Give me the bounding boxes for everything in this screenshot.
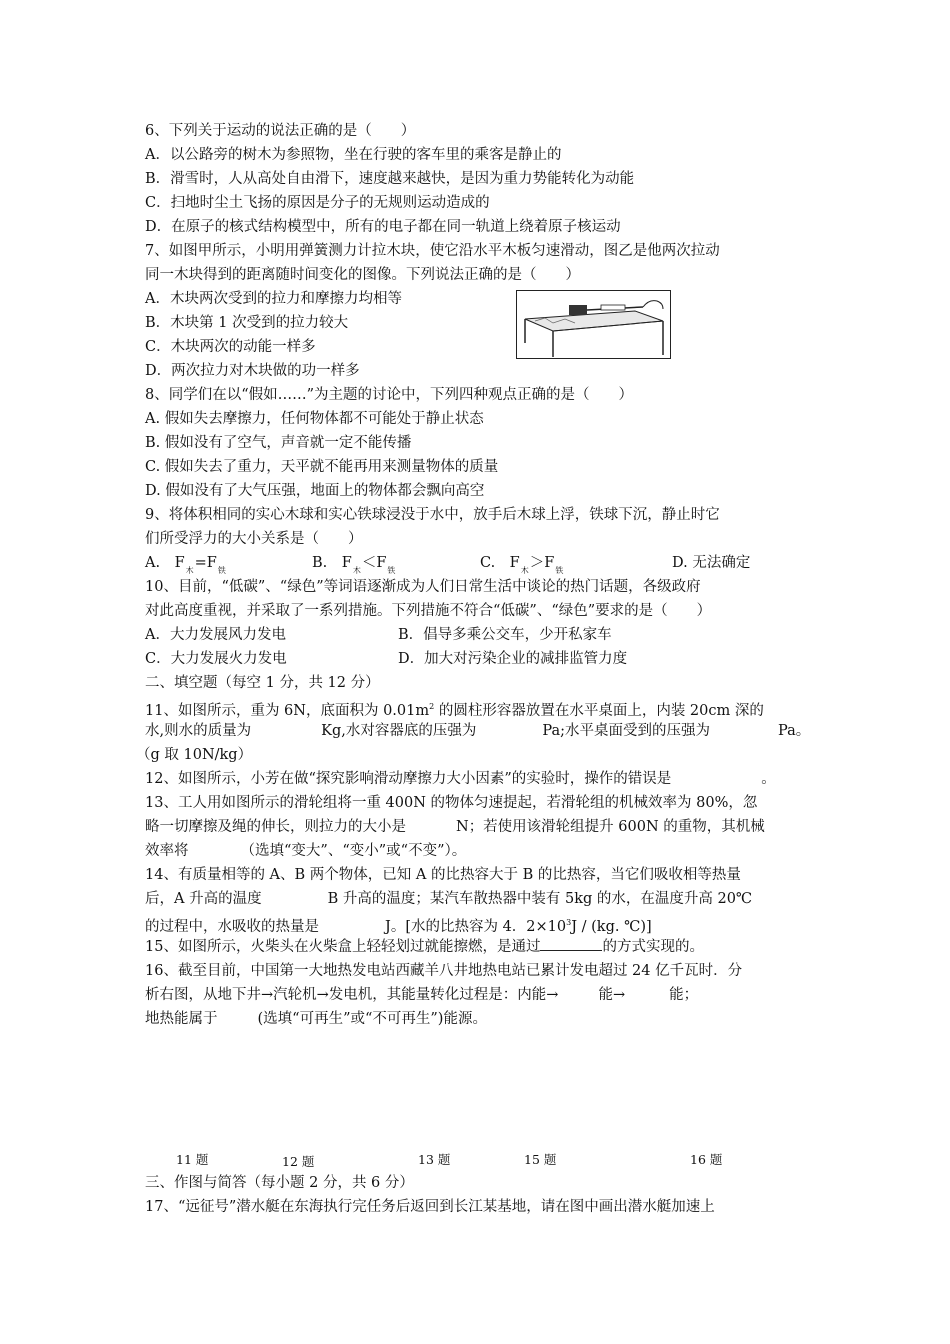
q10-stem-line2: 对此高度重视，并采取了一系列措施。下列措施不符合“低碳”、“绿色”要求的是（ ） [145,603,712,619]
caption-12: 12 题 [282,1154,315,1169]
q8-stem: 8、同学们在以“假如……”为主题的讨论中，下列四种观点正确的是（ ） [145,387,634,403]
q14-line2: 后，A 升高的温度 B 升高的温度；某汽车散热器中装有 5kg 的水，在温度升高 20℃ [145,891,753,907]
q7-option-c: C．木块两次的动能一样多 [145,339,316,355]
table-block-drawing [517,291,670,358]
q6-option-d: D．在原子的核式结构模型中，所有的电子都在同一轨道上绕着原子核运动 [145,219,621,235]
q6-stem: 6、下列关于运动的说法正确的是（ ） [145,123,416,139]
q9-option-b: B. $F_木<F_铁$ [312,555,396,575]
q7-figure-table-block [516,290,671,359]
q7-option-b: B．木块第 1 次受到的拉力较大 [145,315,349,331]
q10-option-c: C．大力发展火力发电 [145,651,287,667]
q7-option-d: D．两次拉力对木块做的功一样多 [145,363,360,379]
q11-line2: 水,则水的质量为 Kg,水对容器底的压强为 Pa;水平桌面受到的压强为 Pa。 [145,723,811,739]
q16-line3: 地热能属于 (选填“可再生”或“不可再生”)能源。 [145,1011,487,1027]
q9-stem-line2: 们所受浮力的大小关系是（ ） [145,531,363,547]
q8-option-c: C. 假如失去了重力，天平就不能再用来测量物体的质量 [145,459,499,475]
q8-option-d: D. 假如没有了大气压强，地面上的物体都会飘向高空 [145,483,485,499]
q8-option-a: A. 假如失去摩擦力，任何物体都不可能处于静止状态 [145,411,484,427]
section3-heading: 三、作图与简答（每小题 2 分，共 6 分） [145,1175,414,1191]
q10-option-d: D．加大对污染企业的减排监管力度 [398,651,628,667]
q13-line1: 13、工人用如图所示的滑轮组将一重 400N 的物体匀速提起，若滑轮组的机械效率为 80%，忽 [145,795,758,811]
q13-line2: 略一切摩擦及绳的伸长，则拉力的大小是 N；若使用该滑轮组提升 600N 的重物，其机械 [145,819,765,835]
q10-option-b: B．倡导多乘公交车，少开私家车 [398,627,612,643]
caption-15: 15 题 [524,1152,557,1167]
q9-option-a: A. $F_木=F_铁$ [145,555,226,575]
caption-13: 13 题 [418,1152,451,1167]
q16-line1: 16、截至目前，中国第一大地热发电站西藏羊八井地热电站已累计发电超过 24 亿千瓦时．分 [145,963,743,979]
q10-option-a: A．大力发展风力发电 [145,627,286,643]
q11-line3: （g 取 10N/kg） [136,747,253,763]
q15-line: 15、如图所示，火柴头在火柴盒上轻轻划过就能擦燃，是通过 的方式实现的。 [145,939,704,955]
q6-option-a: A．以公路旁的树木为参照物，坐在行驶的客车里的乘客是静止的 [145,147,562,163]
q9-stem-line1: 9、将体积相同的实心木球和实心铁球浸没于水中，放手后木球上浮，铁球下沉，静止时它 [145,507,720,523]
q13-line3: 效率将 （选填“变大”、“变小”或“不变”）。 [145,843,467,859]
q9-option-d: D. 无法确定 [672,555,751,571]
q8-option-b: B. 假如没有了空气，声音就一定不能传播 [145,435,412,451]
q7-option-a: A．木块两次受到的拉力和摩擦力均相等 [145,291,402,307]
caption-16: 16 题 [690,1152,723,1167]
q12-line: 12、如图所示，小芳在做“探究影响滑动摩擦力大小因素”的实验时，操作的错误是 。 [145,771,776,787]
q14-line3: 的过程中，水吸收的热量是 J。[水的比热容为 4．$2\times 10^3J / (kg$. ℃)] [145,918,652,935]
q6-option-c: C．扫地时尘土飞扬的原因是分子的无规则运动造成的 [145,195,490,211]
q7-stem-line2: 同一木块得到的距离随时间变化的图像。下列说法正确的是（ ） [145,267,580,283]
q9-option-c: C. $F_木>F_铁$ [480,555,564,575]
q10-stem-line1: 10、目前，“低碳”、“绿色”等词语逐渐成为人们日常生活中谈论的热门话题，各级政府 [145,579,701,595]
q14-line1: 14、有质量相等的 A、B 两个物体，已知 A 的比热容大于 B 的比热容，当它们吸收相等热量 [145,867,741,883]
q6-option-b: B．滑雪时，人从高处自由滑下，速度越来越快，是因为重力势能转化为动能 [145,171,635,187]
caption-11: 11 题 [176,1152,209,1167]
q16-line2: 析右图，从地下井→汽轮机→发电机，其能量转化过程是：内能→ 能→ 能； [145,987,699,1003]
q7-stem-line1: 7、如图甲所示，小明用弹簧测力计拉木块，使它沿水平木板匀速滑动，图乙是他两次拉动 [145,243,720,259]
section2-heading: 二、填空题（每空 1 分，共 12 分） [145,675,380,691]
q17-line1: 17、“远征号”潜水艇在东海执行完任务后返回到长江某基地，请在图中画出潜水艇加速上 [145,1199,715,1215]
q11-line1: 11、如图所示，重为 6N，底面积为 $0.01m^2$ 的圆柱形容器放置在水平桌面上，内装 20cm 深的 [145,702,764,719]
